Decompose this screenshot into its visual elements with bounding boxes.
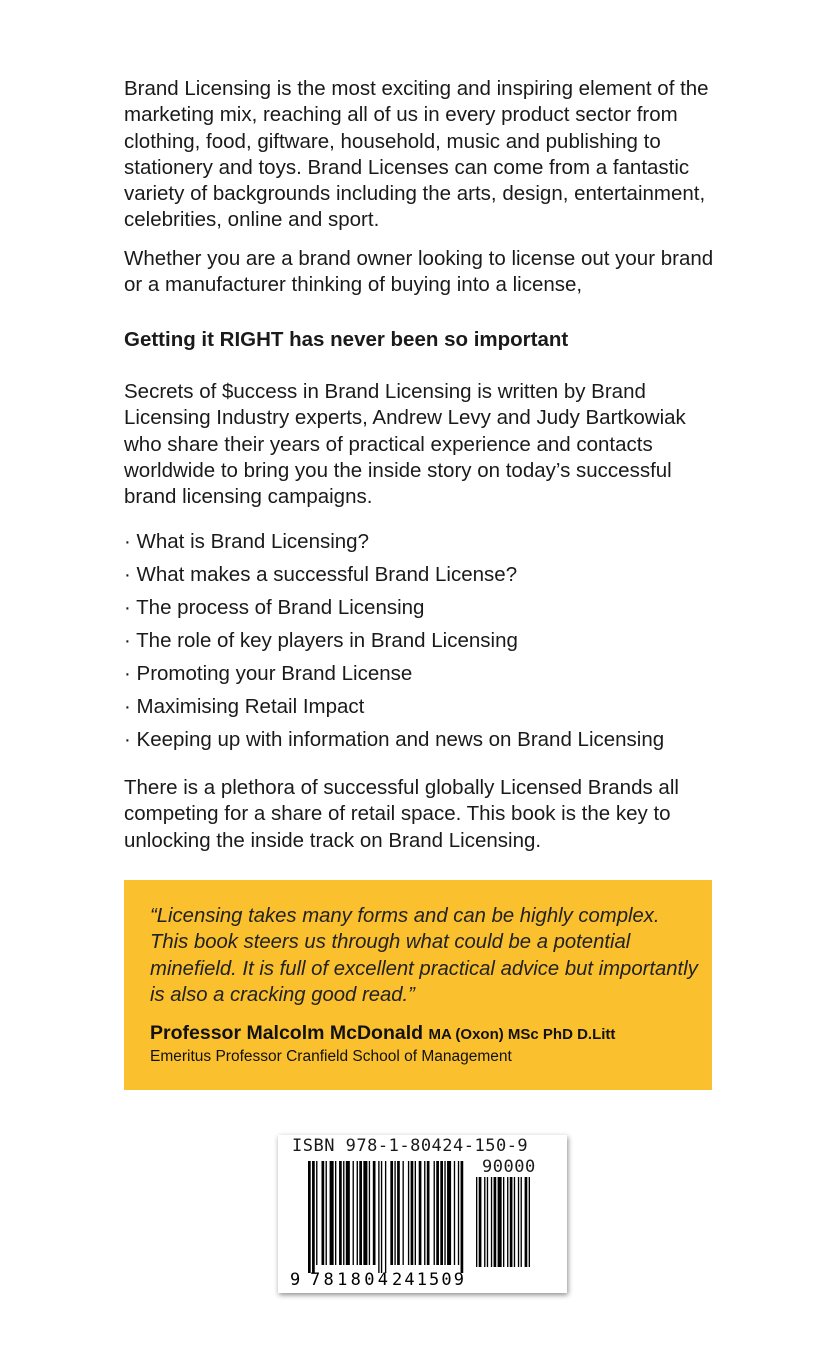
price-code: 90000 (482, 1157, 536, 1177)
barcode-digit-first: 9 (290, 1270, 301, 1290)
author-role: Emeritus Professor Cranfield School of Management (150, 1048, 512, 1065)
addon-bar (503, 1177, 504, 1267)
barcode-bar (397, 1161, 400, 1265)
closing-paragraph: There is a plethora of successful globally Licensed Brands all competing for a share of retail space. This book is the key to unlocking the inside track on Brand Licensing. (124, 776, 679, 852)
barcode-bar (461, 1161, 464, 1273)
barcode-bar (335, 1161, 336, 1265)
barcode-bar (427, 1161, 430, 1265)
isbn-barcode (278, 1135, 567, 1293)
author-name: Professor Malcolm McDonald (150, 1022, 424, 1044)
barcode-bar (378, 1161, 379, 1273)
addon-bar (507, 1177, 508, 1267)
testimonial-quote: “Licensing takes many forms and can be highly complex. This book steers us through what could be a potential minefield. It is full of excellent practical advice but importantly is also a cracking good read.” (150, 905, 698, 1006)
barcode-bar (403, 1161, 404, 1265)
barcode-bar (444, 1161, 445, 1265)
barcode-bar (312, 1161, 315, 1273)
list-item: · Promoting your Brand License (124, 662, 413, 685)
barcode-bar (385, 1161, 386, 1273)
addon-bar (491, 1177, 492, 1267)
barcode-bar (346, 1161, 350, 1265)
addon-bar (525, 1177, 528, 1267)
barcode-bar (458, 1161, 459, 1265)
barcode-bars (278, 1135, 567, 1293)
barcode-bar (415, 1161, 416, 1265)
isbn-label: ISBN 978-1-80424-150-9 (292, 1136, 529, 1156)
barcode-bar (454, 1161, 455, 1265)
barcode-bar (353, 1161, 354, 1265)
list-item: · What is Brand Licensing? (124, 530, 369, 553)
addon-bar (521, 1177, 522, 1267)
testimonial-author (150, 1022, 615, 1045)
description-paragraph: Secrets of $uccess in Brand Licensing is written by Brand Licensing Industry experts, Andrew Levy and Judy Bartkowiak who share their years of practical experience and contacts worldwide to bring you the inside story on today’s successful brand licensing campaigns. (124, 380, 686, 509)
barcode-bar (357, 1161, 358, 1265)
barcode-bar (343, 1161, 344, 1265)
barcode-bar (419, 1161, 422, 1265)
barcode-bar (308, 1161, 311, 1273)
barcode-bar (326, 1161, 327, 1265)
barcode-digits-right: 241509 (392, 1270, 464, 1290)
section-heading: Getting it RIGHT has never been so important (124, 328, 569, 351)
barcode-bar (330, 1161, 334, 1265)
barcode-bar (394, 1161, 395, 1265)
barcode-bar (440, 1161, 443, 1265)
addon-bar (476, 1177, 477, 1267)
barcode-bar (322, 1161, 325, 1265)
addon-bar (498, 1177, 502, 1267)
barcode-bar (436, 1161, 439, 1265)
testimonial-box (124, 880, 712, 1090)
list-item: · Maximising Retail Impact (124, 695, 365, 718)
topic-list (124, 525, 724, 756)
addon-bar (494, 1177, 497, 1267)
author-credentials: MA (Oxon) MSc PhD D.Litt (428, 1026, 616, 1043)
addon-bar (484, 1177, 485, 1267)
addon-bar (479, 1177, 482, 1267)
barcode-bar (363, 1161, 367, 1265)
addon-bar (487, 1177, 488, 1267)
addon-bar (514, 1177, 515, 1267)
barcode-bar (381, 1161, 382, 1273)
intro-paragraph-1: Brand Licensing is the most exciting and inspiring element of the marketing mix, reaching all of us in every product sector from clothing, food, giftware, household, music and publishing to stationery and toys. Brand Licenses can come from a fantastic variety of backgrounds including the arts, design, entertainment, celebrities, online and sport. (124, 77, 709, 232)
barcode-bar (411, 1161, 414, 1265)
barcode-bar (373, 1161, 376, 1265)
barcode-bar (390, 1161, 393, 1265)
addon-bar (529, 1177, 530, 1267)
barcode-bar (359, 1161, 362, 1265)
barcode-bar (369, 1161, 370, 1265)
barcode-bar (408, 1161, 409, 1265)
list-item: · The role of key players in Brand Licensing (124, 629, 518, 652)
list-item: · The process of Brand Licensing (124, 596, 425, 619)
barcode-bar (424, 1161, 425, 1265)
barcode-bar (339, 1161, 342, 1265)
barcode-bar (316, 1161, 317, 1265)
addon-bar (510, 1177, 513, 1267)
list-item: · What makes a successful Brand License? (124, 563, 518, 586)
barcode-bar (447, 1161, 451, 1265)
list-item: · Keeping up with information and news on Brand Licensing (124, 728, 665, 751)
barcode-digits-left: 781804 (310, 1270, 388, 1290)
barcode-bar (434, 1161, 435, 1265)
addon-bar (518, 1177, 519, 1267)
intro-paragraph-2: Whether you are a brand owner looking to license out your brand or a manufacturer thinking of buying into a license, (124, 246, 714, 297)
intro (124, 76, 714, 310)
